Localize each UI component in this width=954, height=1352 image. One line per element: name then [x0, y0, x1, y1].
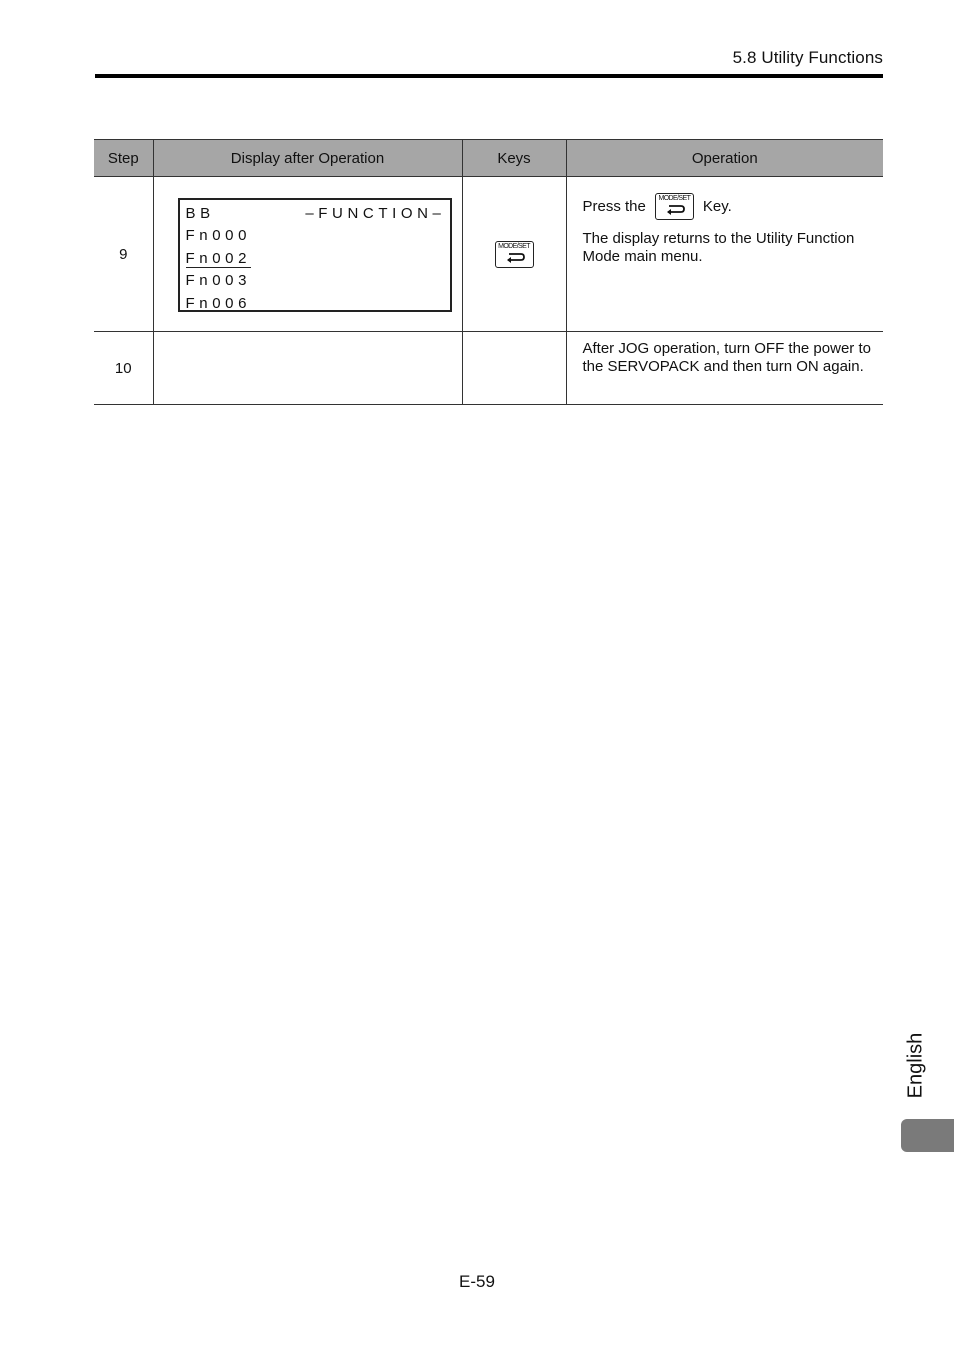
- display-cell: [153, 177, 462, 332]
- press-suffix: Key.: [702, 197, 732, 215]
- operation-description: After JOG operation, turn OFF the power to the SERVOPACK and then turn ON again.: [582, 340, 871, 375]
- keys-cell: [462, 177, 566, 332]
- step-number: 10: [94, 332, 153, 405]
- display-line-fn002-text: Fn002: [185, 250, 252, 267]
- return-arrow-icon: [504, 252, 526, 264]
- press-key-instruction: [583, 193, 872, 220]
- column-header-keys: Keys: [462, 140, 566, 177]
- display-mode-function: –FUNCTION–: [305, 205, 446, 222]
- display-status-bb: BB: [185, 205, 215, 222]
- page-number: E-59: [459, 1272, 495, 1291]
- table-row: [94, 332, 883, 405]
- language-side-label: [896, 1030, 936, 1102]
- operation-cell: [566, 332, 883, 405]
- section-title: 5.8 Utility Functions: [732, 48, 883, 67]
- operator-display-panel: [178, 198, 452, 312]
- procedure-table: [94, 139, 883, 405]
- table-header-row: [94, 140, 883, 177]
- display-line-fn002-selected: [186, 248, 252, 270]
- mode-set-key-icon: [495, 241, 534, 268]
- column-header-operation: Operation: [566, 140, 883, 177]
- step-number: 9: [94, 177, 153, 332]
- display-cell-empty: [153, 332, 462, 405]
- display-line-fn000: Fn000: [185, 227, 252, 244]
- press-prefix: Press the: [582, 197, 646, 215]
- mode-set-key-label: MODE/SET: [498, 242, 530, 250]
- language-label-text: English: [904, 1032, 927, 1099]
- operation-cell: [566, 177, 883, 332]
- column-header-display: Display after Operation: [153, 140, 462, 177]
- display-line-fn003: Fn003: [185, 272, 252, 289]
- mode-set-key-inline-label: MODE/SET: [658, 195, 691, 202]
- table-row: [94, 177, 883, 332]
- mode-set-key-inline-icon: [655, 193, 694, 220]
- column-header-step: Step: [94, 140, 153, 177]
- header-rule: [95, 74, 883, 78]
- keys-cell-empty: [462, 332, 566, 405]
- return-arrow-inline-icon: [664, 204, 686, 216]
- display-line-fn006: Fn006: [185, 295, 252, 312]
- language-side-tab: [901, 1119, 954, 1152]
- operation-description: The display returns to the Utility Function Mode main menu.: [582, 230, 855, 265]
